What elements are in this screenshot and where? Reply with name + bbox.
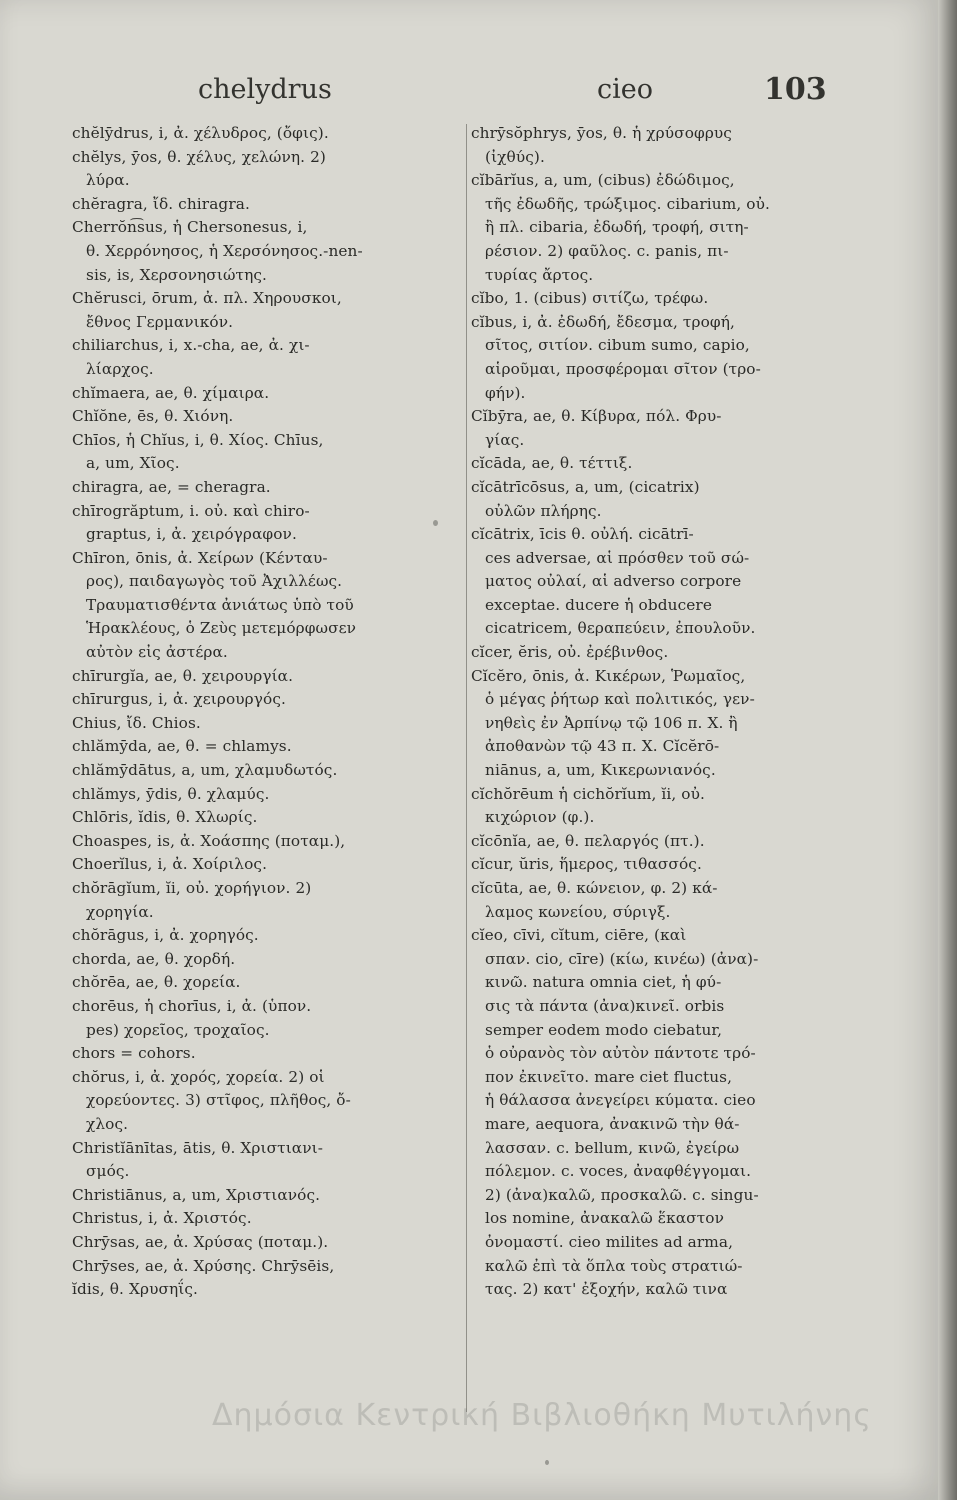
dictionary-line: sis, is, Χερσονησιώτης.: [86, 265, 267, 284]
column-divider: [466, 124, 467, 1412]
dictionary-line: chĕlȳdrus, i, ἀ. χέλυδρος, (ὄφις).: [72, 124, 329, 142]
dictionary-line: chŏrāgus, i, ἀ. χορηγός.: [72, 926, 259, 945]
dictionary-line: Cĭbȳra, ae, θ. Κίβυρα, πόλ. Φρυ-: [471, 407, 722, 426]
dictionary-line: exceptae. ducere ἡ obducere: [485, 595, 712, 614]
dictionary-line: Ἡρακλέους, ὁ Ζεὺς μετεμόρφωσεν: [86, 619, 357, 638]
dictionary-line: Choaspes, is, ἀ. Χοάσπης (ποταμ.),: [72, 831, 346, 850]
dictionary-line: πον ἐκινεῖτο. mare ciet fluctus,: [485, 1067, 733, 1086]
dictionary-line: semper eodem modo ciebatur,: [485, 1020, 723, 1039]
dictionary-line: cicatricem, θεραπεύειν, ἐπουλοῦν.: [485, 619, 756, 638]
dictionary-line: Chlōris, ĭdis, θ. Χλωρίς.: [72, 808, 258, 827]
dictionary-line: chīrogrăptum, i. οὐ. καὶ chiro-: [72, 501, 310, 520]
dictionary-line: ces adversae, αἱ πρόσθεν τοῦ σώ-: [485, 548, 750, 567]
dictionary-line: mare, aequora, ἀνακινῶ τὴν θά-: [485, 1114, 740, 1133]
ink-spot: [545, 1460, 549, 1465]
ink-spot: [433, 520, 438, 526]
dictionary-line: λύρα.: [86, 171, 130, 190]
dictionary-line: ὁ μέγας ῥήτωρ καὶ πολιτικός, γεν-: [485, 690, 755, 709]
dictionary-line: chŏrēa, ae, θ. χορεία.: [72, 973, 241, 992]
dictionary-line: ρέσιον. 2) φαῦλος. c. panis, πι-: [485, 241, 729, 260]
right-guide-word: cieo: [597, 74, 653, 105]
dictionary-line: chlămys, ȳdis, θ. χλαμύς.: [72, 784, 270, 803]
dictionary-line: οὐλῶν πλήρης.: [485, 501, 602, 520]
dictionary-line: ĭdis, θ. Χρυσηΐς.: [72, 1280, 199, 1299]
dictionary-line: ἔθνος Γερμανικόν.: [86, 312, 234, 331]
dictionary-line: Chrȳsas, ae, ἀ. Χρύσας (ποταμ.).: [72, 1232, 329, 1251]
dictionary-line: cĭbārĭus, a, um, (cibus) ἐδώδιμος,: [471, 171, 735, 190]
dictionary-line: 2) (ἀνα)καλῶ, προσκαλῶ. c. singu-: [485, 1185, 759, 1204]
dictionary-line: chŏrus, i, ἀ. χορός, χορεία. 2) οἱ: [72, 1067, 325, 1086]
dictionary-line: Chīron, ōnis, ἀ. Χείρων (Κένταυ-: [72, 548, 328, 567]
dictionary-line: Cĭcĕro, ōnis, ἀ. Κικέρων, Ῥωμαῖος,: [471, 666, 746, 685]
dictionary-line: graptus, i, ἀ. χειρόγραφον.: [86, 525, 297, 544]
dictionary-line: Chĕrusci, ōrum, ἀ. πλ. Χηρουσκοι,: [72, 289, 342, 308]
right-column: [471, 122, 843, 1302]
dictionary-line: chĭmaera, ae, θ. χίμαιρα.: [72, 383, 270, 402]
dictionary-line: ματος οὐλαί, αἱ adverso corpore: [485, 572, 742, 591]
dictionary-line: chlămȳda, ae, θ. = chlamys.: [72, 737, 292, 756]
dictionary-line: Τραυματισθέντα ἀνιάτως ὑπὸ τοῦ: [86, 595, 354, 614]
dictionary-line: Choerĭlus, i, ἀ. Χοίριλος.: [72, 855, 268, 874]
dictionary-line: λαμος κωνείου, σύριγξ.: [485, 902, 671, 921]
book-page-edge: [938, 0, 957, 1500]
dictionary-line: γίας.: [485, 430, 525, 449]
dictionary-line: chĕragra, ἴδ. chiragra.: [72, 194, 250, 213]
dictionary-line: τῆς ἐδωδῆς, τρώξιμος. cibarium, οὐ.: [485, 194, 770, 213]
dictionary-line: chorda, ae, θ. χορδή.: [72, 949, 236, 968]
dictionary-line: chīrurgĭa, ae, θ. χειρουργία.: [72, 666, 294, 685]
dictionary-line: chŏrāgĭum, ĭi, οὐ. χορήγιον. 2): [72, 879, 312, 897]
dictionary-line: τας. 2) κατ' ἐξοχήν, καλῶ τινα: [485, 1280, 728, 1299]
dictionary-line: Christĭānītas, ātis, θ. Χριστιανι-: [72, 1138, 324, 1157]
dictionary-line: σμός.: [86, 1162, 130, 1181]
dictionary-line: (ἰχθύς).: [485, 147, 545, 166]
dictionary-line: ὁ οὐρανὸς τὸν αὐτὸν πάντοτε τρό-: [485, 1044, 756, 1063]
dictionary-line: cĭcātrīcōsus, a, um, (cicatrix): [471, 477, 700, 496]
dictionary-line: Chīos, ἡ Chĭus, i, θ. Χίος. Chīus,: [72, 430, 324, 449]
dictionary-line: φήν).: [485, 383, 526, 402]
dictionary-line: chlămȳdātus, a, um, χλαμυδωτός.: [72, 761, 338, 780]
dictionary-line: chīrurgus, i, ἀ. χειρουργός.: [72, 690, 286, 709]
dictionary-line: ἡ θάλασσα ἀνεγείρει κύματα. cieo: [485, 1091, 756, 1110]
dictionary-line: chrȳsŏphrys, ȳos, θ. ἡ χρύσοφρυς: [471, 124, 732, 142]
dictionary-line: chorēus, ἡ chorīus, i, ἀ. (ὑπον.: [72, 996, 312, 1015]
dictionary-line: cĭbo, 1. (cibus) σιτίζω, τρέφω.: [471, 289, 709, 308]
dictionary-line: cĭcūta, ae, θ. κώνειον, φ. 2) κά-: [471, 879, 718, 897]
dictionary-line: θ. Χερρόνησος, ἡ Χερσόνησος.-nen-: [86, 241, 363, 260]
dictionary-line: νηθεὶς ἐν Ἀρπίνῳ τῷ 106 π. Χ. ἢ: [485, 713, 738, 732]
dictionary-line: Chrȳses, ae, ἀ. Χρύσης. Chrȳsēis,: [72, 1256, 335, 1275]
dictionary-line: χλος.: [86, 1114, 129, 1133]
dictionary-line: Christus, i, ἀ. Χριστός.: [72, 1209, 252, 1228]
dictionary-line: σῖτος, σιτίον. cibum sumo, capio,: [485, 336, 750, 355]
dictionary-line: niānus, a, um, Κικερωνιανός.: [485, 761, 716, 780]
dictionary-line: Chius, ἴδ. Chios.: [72, 713, 201, 732]
dictionary-line: κινῶ. natura omnia ciet, ἡ φύ-: [485, 973, 722, 992]
left-column: [72, 122, 462, 1302]
left-guide-word: chelydrus: [198, 74, 332, 105]
dictionary-line: χορεύοντες. 3) στῖφος, πλῆθος, ὄ-: [86, 1091, 351, 1110]
dictionary-line: cĭcōnĭa, ae, θ. πελαργός (πτ.).: [471, 831, 705, 850]
dictionary-line: pes) χορεῖος, τροχαῖος.: [86, 1020, 270, 1039]
dictionary-line: cĭbus, i, ἀ. ἐδωδή, ἔδεσμα, τροφή,: [471, 312, 735, 331]
page-number: 103: [764, 72, 827, 107]
dictionary-line: cĭeo, cīvi, cĭtum, ciēre, (καὶ: [471, 926, 687, 945]
library-watermark: Δημόσια Κεντρική Βιβλιοθήκη Μυτιλήνης: [212, 1398, 872, 1433]
dictionary-line: κιχώριον (φ.).: [485, 808, 595, 827]
dictionary-line: λασσαν. c. bellum, κινῶ, ἐγείρω: [485, 1138, 740, 1157]
dictionary-line: λίαρχος.: [86, 359, 154, 378]
dictionary-line: chors = cohors.: [72, 1044, 196, 1063]
dictionary-line: cĭcur, ŭris, ἥμερος, τιθασσός.: [471, 855, 702, 874]
dictionary-line: chiragra, ae, = cheragra.: [72, 477, 271, 496]
dictionary-line: cĭcāda, ae, θ. τέττιξ.: [471, 454, 633, 473]
dictionary-line: Christiānus, a, um, Χριστιανός.: [72, 1185, 321, 1204]
dictionary-line: cĭchŏrēum ἡ cichŏrĭum, ĭi, οὐ.: [471, 784, 705, 803]
dictionary-line: ἢ πλ. cibaria, ἐδωδή, τροφή, σιτη-: [485, 218, 749, 237]
dictionary-line: πόλεμον. c. voces, ἀναφθέγγομαι.: [485, 1162, 752, 1181]
dictionary-line: σπαν. cio, cīre) (κίω, κινέω) (ἀνα)-: [485, 949, 759, 968]
dictionary-line: καλῶ ἐπὶ τὰ ὅπλα τοὺς στρατιώ-: [485, 1256, 743, 1275]
dictionary-line: αἱροῦμαι, προσφέρομαι σῖτον (τρο-: [485, 359, 761, 378]
dictionary-line: Chĭŏne, ēs, θ. Χιόνη.: [72, 407, 234, 426]
dictionary-line: ἀποθανὼν τῷ 43 π. Χ. Cĭcĕrō-: [485, 737, 720, 756]
dictionary-line: cĭcer, ĕris, οὐ. ἐρέβινθος.: [471, 643, 669, 662]
dictionary-line: ὀνομαστί. cieo milites ad arma,: [485, 1232, 734, 1251]
dictionary-line: χορηγία.: [86, 902, 154, 921]
dictionary-line: Cherrŏn͡sus, ἡ Chersonesus, i,: [72, 218, 308, 237]
dictionary-line: αὐτὸν εἰς ἀστέρα.: [86, 643, 228, 662]
dictionary-line: ρος), παιδαγωγὸς τοῦ Ἀχιλλέως.: [86, 572, 343, 591]
dictionary-line: σις τὰ πάντα (ἀνα)κινεῖ. orbis: [485, 996, 725, 1015]
dictionary-line: chĕlys, ȳos, θ. χέλυς, χελώνη. 2): [72, 147, 326, 166]
dictionary-line: cĭcātrix, īcis θ. οὐλή. cicātrī-: [471, 525, 694, 544]
dictionary-line: τυρίας ἄρτος.: [485, 265, 594, 284]
dictionary-line: chiliarchus, i, x.-cha, ae, ἀ. χι-: [72, 336, 310, 355]
dictionary-line: los nomine, ἀνακαλῶ ἕκαστον: [485, 1209, 724, 1228]
dictionary-line: a, um, Χῖος.: [86, 454, 180, 473]
page-header: [0, 68, 938, 112]
